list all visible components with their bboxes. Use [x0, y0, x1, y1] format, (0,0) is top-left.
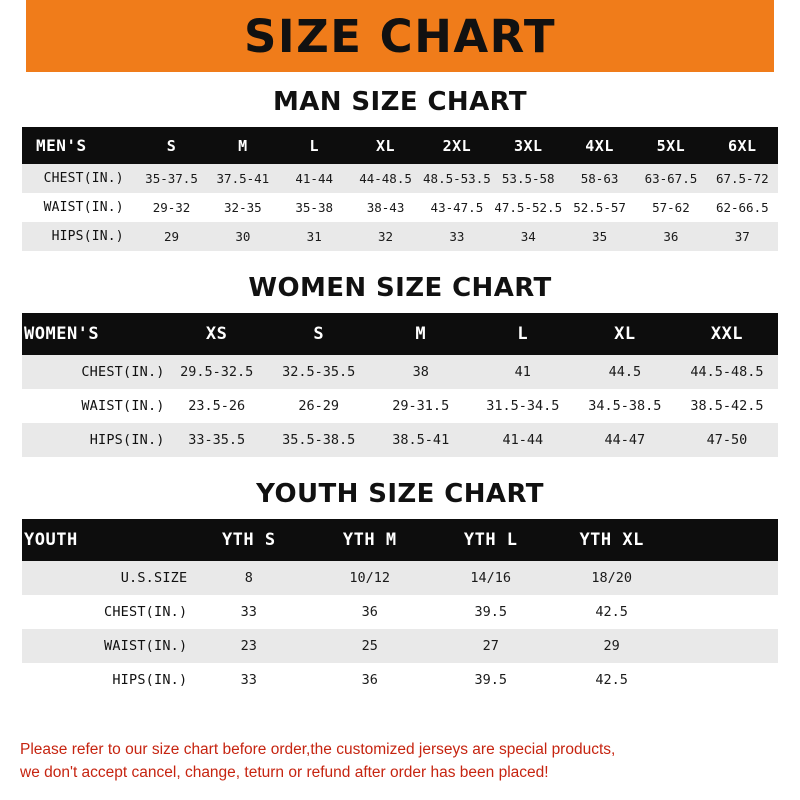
- cell: 42.5: [551, 595, 672, 629]
- table-row: [22, 389, 778, 423]
- cell: 29: [551, 629, 672, 663]
- cell: 32-35: [207, 193, 278, 222]
- women-size-chart-table: [22, 313, 778, 457]
- column-header: YTH S: [188, 519, 309, 561]
- cell: 44.5-48.5: [676, 355, 778, 389]
- row-label: HIPS(IN.): [22, 423, 166, 457]
- cell: 35-37.5: [136, 164, 207, 193]
- cell: 58-63: [564, 164, 635, 193]
- cell: 33-35.5: [166, 423, 268, 457]
- table-header-row: [22, 313, 778, 355]
- column-header: YTH M: [309, 519, 430, 561]
- column-header: M: [207, 127, 278, 164]
- column-header: XL: [574, 313, 676, 355]
- cell: 34: [493, 222, 564, 251]
- column-header: M: [370, 313, 472, 355]
- row-label: WAIST(IN.): [22, 193, 136, 222]
- cell: 57-62: [635, 193, 706, 222]
- cell: 67.5-72: [707, 164, 778, 193]
- column-header: S: [136, 127, 207, 164]
- cell-spacer: [672, 561, 778, 595]
- column-header: XXL: [676, 313, 778, 355]
- cell: 48.5-53.5: [421, 164, 492, 193]
- footer-disclaimer: [0, 725, 800, 800]
- column-header: S: [268, 313, 370, 355]
- cell: 41-44: [279, 164, 350, 193]
- cell: 62-66.5: [707, 193, 778, 222]
- column-header: 5XL: [635, 127, 706, 164]
- cell: 44-47: [574, 423, 676, 457]
- table-header-row: [22, 127, 778, 164]
- cell: 38: [370, 355, 472, 389]
- cell: 63-67.5: [635, 164, 706, 193]
- youth-size-chart-table: [22, 519, 778, 697]
- row-label: CHEST(IN.): [22, 355, 166, 389]
- cell: 35.5-38.5: [268, 423, 370, 457]
- column-header-spacer: [672, 519, 778, 561]
- cell: 31.5-34.5: [472, 389, 574, 423]
- column-header: 3XL: [493, 127, 564, 164]
- cell: 43-47.5: [421, 193, 492, 222]
- table-row: [22, 193, 778, 222]
- cell: 33: [188, 663, 309, 697]
- column-header: MEN'S: [22, 127, 136, 164]
- column-header: YOUTH: [22, 519, 188, 561]
- cell: 47-50: [676, 423, 778, 457]
- page-header-banner: [0, 0, 800, 72]
- column-header: 6XL: [707, 127, 778, 164]
- cell: 29-32: [136, 193, 207, 222]
- cell: 29.5-32.5: [166, 355, 268, 389]
- cell: 34.5-38.5: [574, 389, 676, 423]
- cell: 14/16: [430, 561, 551, 595]
- cell: 37: [707, 222, 778, 251]
- column-header: XS: [166, 313, 268, 355]
- section-title-youth: YOUTH SIZE CHART: [256, 479, 544, 509]
- cell: 23: [188, 629, 309, 663]
- cell-spacer: [672, 663, 778, 697]
- row-label: CHEST(IN.): [22, 595, 188, 629]
- footer-line-1: Please refer to our size chart before order,the customized jerseys are special products,: [20, 741, 616, 759]
- table-row: [22, 561, 778, 595]
- cell: 38.5-42.5: [676, 389, 778, 423]
- cell: 37.5-41: [207, 164, 278, 193]
- section-title-man: MAN SIZE CHART: [272, 87, 528, 117]
- cell: 23.5-26: [166, 389, 268, 423]
- row-label: HIPS(IN.): [22, 663, 188, 697]
- cell: 25: [309, 629, 430, 663]
- cell: 53.5-58: [493, 164, 564, 193]
- cell: 33: [421, 222, 492, 251]
- column-header: L: [279, 127, 350, 164]
- cell: 36: [309, 595, 430, 629]
- cell: 35-38: [279, 193, 350, 222]
- cell: 35: [564, 222, 635, 251]
- row-label: WAIST(IN.): [22, 629, 188, 663]
- cell: 41-44: [472, 423, 574, 457]
- cell: 30: [207, 222, 278, 251]
- table-row: [22, 222, 778, 251]
- column-header: YTH XL: [551, 519, 672, 561]
- table-row: [22, 423, 778, 457]
- column-header: XL: [350, 127, 421, 164]
- table-row: [22, 595, 778, 629]
- cell: 32.5-35.5: [268, 355, 370, 389]
- cell: 29-31.5: [370, 389, 472, 423]
- cell: 39.5: [430, 595, 551, 629]
- cell-spacer: [672, 629, 778, 663]
- cell: 36: [309, 663, 430, 697]
- cell: 8: [188, 561, 309, 595]
- cell: 38.5-41: [370, 423, 472, 457]
- table-row: [22, 629, 778, 663]
- row-label: WAIST(IN.): [22, 389, 166, 423]
- footer-line-2: we don't accept cancel, change, teturn or refund after order has been placed!: [20, 763, 549, 781]
- cell-spacer: [672, 595, 778, 629]
- column-header: L: [472, 313, 574, 355]
- row-label: U.S.SIZE: [22, 561, 188, 595]
- cell: 42.5: [551, 663, 672, 697]
- cell: 44-48.5: [350, 164, 421, 193]
- row-label: HIPS(IN.): [22, 222, 136, 251]
- cell: 33: [188, 595, 309, 629]
- table-row: [22, 663, 778, 697]
- section-title-women: WOMEN SIZE CHART: [248, 273, 552, 303]
- table-header-row: [22, 519, 778, 561]
- page-title: SIZE CHART: [243, 9, 557, 63]
- cell: 29: [136, 222, 207, 251]
- cell: 41: [472, 355, 574, 389]
- cell: 32: [350, 222, 421, 251]
- cell: 31: [279, 222, 350, 251]
- cell: 47.5-52.5: [493, 193, 564, 222]
- row-label: CHEST(IN.): [22, 164, 136, 193]
- column-header: 2XL: [421, 127, 492, 164]
- cell: 44.5: [574, 355, 676, 389]
- table-row: [22, 164, 778, 193]
- cell: 36: [635, 222, 706, 251]
- man-size-chart-table: [22, 127, 778, 251]
- cell: 18/20: [551, 561, 672, 595]
- column-header: WOMEN'S: [22, 313, 166, 355]
- charts-container: [0, 72, 800, 725]
- table-row: [22, 355, 778, 389]
- column-header: YTH L: [430, 519, 551, 561]
- cell: 10/12: [309, 561, 430, 595]
- cell: 38-43: [350, 193, 421, 222]
- cell: 26-29: [268, 389, 370, 423]
- cell: 39.5: [430, 663, 551, 697]
- column-header: 4XL: [564, 127, 635, 164]
- cell: 27: [430, 629, 551, 663]
- cell: 52.5-57: [564, 193, 635, 222]
